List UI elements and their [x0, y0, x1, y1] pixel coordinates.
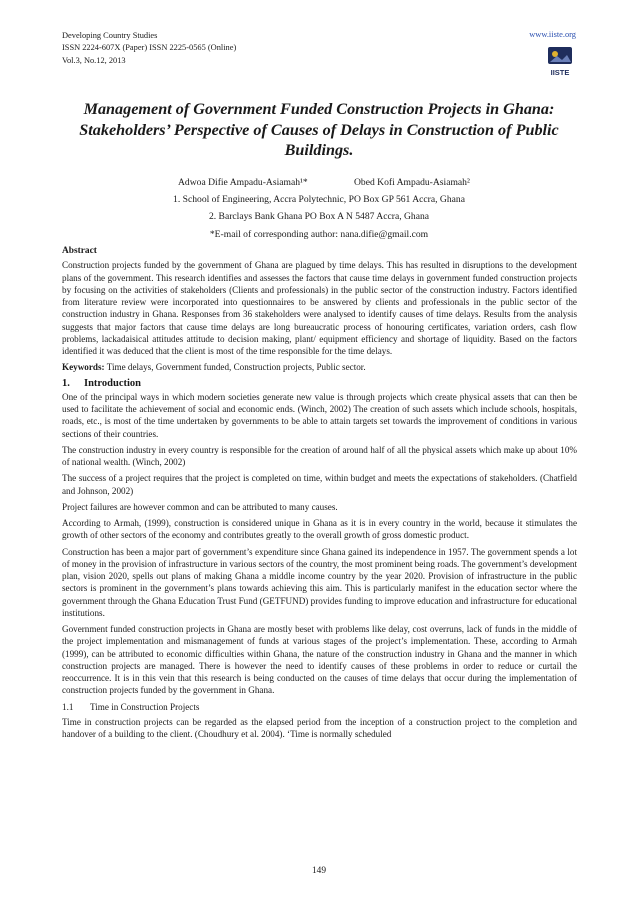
keywords-label: Keywords: — [62, 362, 105, 373]
journal-volume: Vol.3, No.12, 2013 — [62, 55, 126, 65]
keywords-line — [62, 361, 577, 373]
section-number: 1. — [62, 377, 70, 389]
intro-paragraph: Government funded construction projects in Ghana are mostly beset with problems like delay, cost overruns, lack of funds in the middle of the project implementation and mismanagement of funds at various stages of the project’s implementation. These, according to Armah (1999), can be attributed to economic difficulties within Ghana, the nature of the construction industry in Ghana and the manner in which construction projects are managed. There is however the need to identify causes of these problems in order to reduce or curtail the reoccurrence. It is in this vein that this research is being conducted on the causes of time delays that occur during the implementation of construction projects funded by the government in Ghana. — [62, 624, 577, 696]
keywords-text: Time delays, Government funded, Construction projects, Public sector. — [104, 362, 366, 373]
subsection-number: 1.1 — [62, 701, 74, 712]
section-heading-introduction — [62, 378, 577, 390]
intro-paragraph: Construction has been a major part of government’s expenditure since Ghana gained its independence in 1957. The government spends a lot of money in the provision of infrastructure in various sectors of the country, the most prominent being roads. The government’s development plan, vision 2020, spells out plans of making Ghana a middle income country by the year 2020. Provision of infrastructure in the public sectors is prominent in the government’s plans towards achieving this aim. This is particularly manifest in the education sector where the government through the Ghana Education Trust Fund (GETFUND) provides funding to improve education and infrastructure for educational institutions. — [62, 546, 577, 618]
affiliation-2: 2. Barclays Bank Ghana PO Box A N 5487 Accra, Ghana — [208, 211, 430, 222]
journal-name: Developing Country Studies — [62, 31, 158, 40]
iiste-logo — [546, 45, 574, 79]
paper-body — [62, 245, 577, 744]
subsection-title: Time in Construction Projects — [90, 701, 200, 712]
author-2: Obed Kofi Ampadu-Asiamah² — [354, 177, 470, 188]
journal-info — [62, 30, 236, 67]
abstract-heading: Abstract — [62, 246, 97, 256]
intro-paragraph: One of the principal ways in which modern societies generate new value is through projects which create physical assets that can then be used to facilitate the achievement of social and economic ends. (Winch, 2002) The creation of such assets which include schools, hospitals, roads, etc., is most of the time undertaken by governments to be able to attain targets set towards the improvement of conditions in various sections of their countries. — [62, 391, 577, 439]
journal-issn: ISSN 2224-607X (Paper) ISSN 2225-0565 (Online) — [62, 43, 237, 53]
corresponding-email: *E-mail of corresponding author: nana.difie@gmail.com — [209, 229, 429, 240]
paper-title: Management of Government Funded Construction Projects in Ghana: Stakeholders’ Perspective of Causes of Delays in Construction of Public Buildings. — [79, 100, 559, 159]
page-number: 149 — [311, 866, 327, 876]
journal-url-link[interactable]: www.iiste.org — [529, 30, 576, 39]
abstract-text: Construction projects funded by the government of Ghana are plagued by time delays. This has resulted in disruptions to the development plans of the government. This research identifies and assesses the factors that cause time delays in government funded construction projects by focusing on the activities of stakeholders (Clients and professionals) in the public sector of the construction industry. Factors identified from literature review were incorporated into questionnaires to be answered by clients and professionals in the public sector of the construction industry in Ghana. Responses from 36 stakeholders were analysed to identify causes of time delays. Results from the analysis suggests that major factors that cause time delays are long bureaucratic process of honouring certificates, variation orders, cash flow problems, lackadaisical attitudes attitude to decision making, plant/ equipment efficiency and shortage of liquidity. Based on the factors identified it was deduced that the client is most of the time responsible for the time delays. — [62, 260, 577, 356]
subsection-paragraph: Time in construction projects can be regarded as the elapsed period from the inception of a construction project to the completion and handover of a building to the client. (Choudhury et al. 2004). ‘Time is normally scheduled — [62, 716, 577, 739]
subsection-heading — [62, 701, 577, 713]
affiliation-1: 1. School of Engineering, Accra Polytechnic, PO Box GP 561 Accra, Ghana — [173, 194, 465, 205]
section-title: Introduction — [84, 377, 141, 389]
intro-paragraph: Project failures are however common and can be attributed to many causes. — [62, 501, 338, 512]
intro-paragraph: The construction industry in every country is responsible for the creation of around half of all the physical assets which make up about 10% of national wealth. (Winch, 2002) — [62, 444, 577, 467]
author-1: Adwoa Difie Ampadu-Asiamah¹* — [178, 177, 308, 188]
logo-text: IISTE — [550, 68, 570, 77]
intro-paragraph: According to Armah, (1999), construction is considered unique in Ghana as it is in every country in the world, because it stimulates the growth of other sectors of the economy and contributes greatly to the overall growth of gross domestic product. — [62, 518, 577, 541]
intro-paragraph: The success of a project requires that the project is completed on time, within budget and meets the expectations of stakeholders. (Chatfield and Johnson, 2002) — [62, 473, 577, 496]
